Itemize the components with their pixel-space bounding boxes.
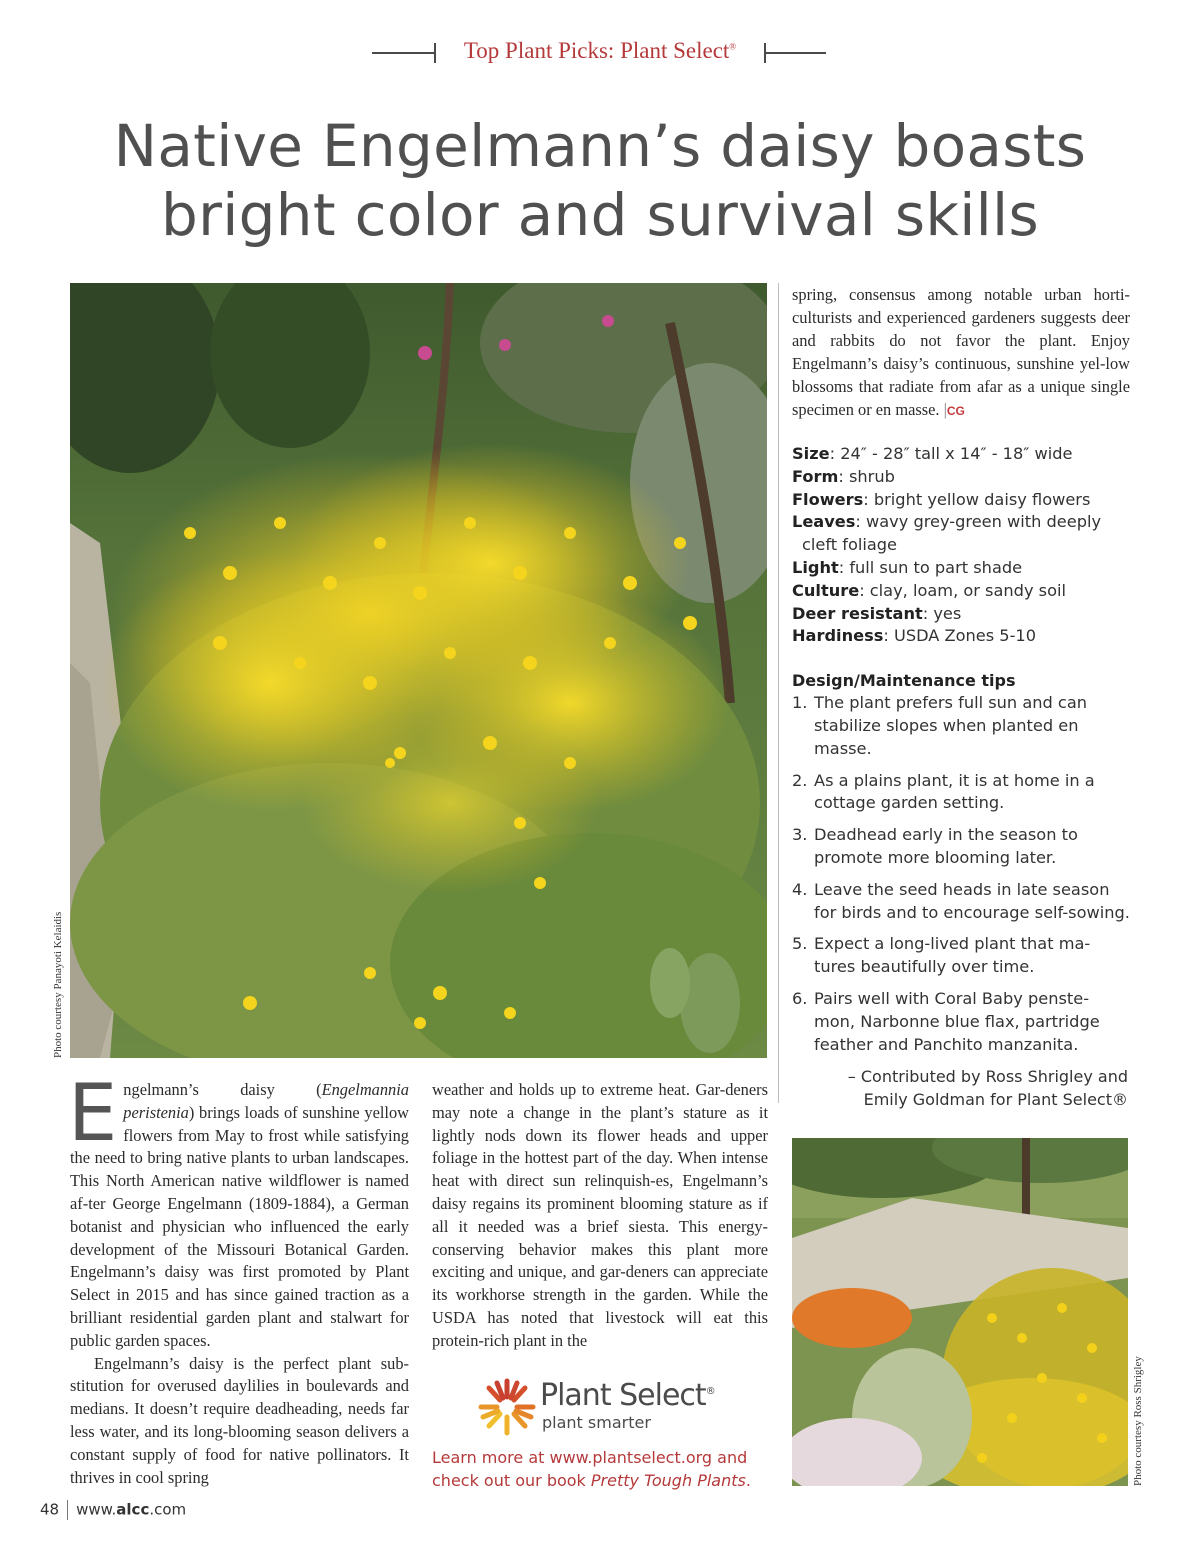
logo-tagline: plant smarter (542, 1413, 651, 1432)
secondary-garden-photo (792, 1138, 1128, 1486)
spec-size (792, 443, 1130, 466)
spec-label: Form (792, 466, 839, 486)
garden-border-illustration (792, 1138, 1128, 1486)
footer-website (76, 1501, 186, 1519)
sun-flower-icon (478, 1378, 536, 1436)
logo-name-text: Plant Select (540, 1378, 706, 1413)
tip-item (792, 933, 1130, 979)
right-column-intro (792, 283, 1130, 423)
spec-culture (792, 580, 1130, 603)
kicker-rule-left (372, 52, 436, 54)
tip-number: 4. (792, 879, 808, 899)
drop-cap: E (68, 1069, 118, 1159)
headline-line-1: Native Engelmann’s daisy boasts (113, 112, 1087, 180)
tip-text: Pairs well with Coral Baby penste-mon, Narbonne blue flax, partridge feather and Panchito manzanita. (814, 988, 1100, 1054)
spec-value: : bright yellow daisy flowers (863, 489, 1091, 509)
kicker-label (450, 38, 750, 64)
headline-line-2: bright color and survival skills (161, 181, 1039, 249)
tip-text: Deadhead early in the season to promote more blooming later. (814, 825, 1078, 867)
learn-more-end: . (745, 1471, 751, 1490)
latin-name: Engelmannia peristenia (123, 1080, 409, 1122)
main-garden-photo (70, 283, 767, 1058)
spec-label: Culture (792, 580, 860, 600)
book-title: Pretty Tough Plants (590, 1471, 746, 1490)
p1-lead: ngelmann’s daisy ( (123, 1080, 322, 1099)
spec-label: Light (792, 557, 839, 577)
spec-label: Size (792, 444, 830, 463)
tip-item (792, 692, 1130, 760)
page-footer (40, 1500, 186, 1520)
site-suffix: .com (149, 1500, 187, 1519)
spec-label: Leaves (792, 512, 856, 532)
plant-specs (792, 443, 1130, 648)
footer-separator (67, 1500, 68, 1520)
article-headline (40, 112, 1160, 250)
spec-value: : wavy grey-green with deeply (855, 512, 1102, 532)
signoff-bar: | (943, 400, 947, 419)
spec-label: Deer resistant (792, 603, 923, 623)
p1-rest: ) brings loads of sunshine yellow flowers from May to frost while satisfying the need to bring native plants to urban landscapes. This North American native wildflower is named af-ter George Engelmann (1809-1884), a German botanist and physician who influenced the early development of the Missouri Botanical Garden. Engelmann’s daisy was first promoted by Plant Select in 2015 and has since gained traction as a brilliant residential garden plant and stalwart for public garden spaces. (70, 1102, 409, 1350)
spec-value: : 24″ - 28″ tall x 14″ - 18″ wide (829, 444, 1073, 463)
tip-number: 1. (792, 693, 808, 713)
tip-item (792, 770, 1130, 816)
photo-credit-second: Photo courtesy Ross Shrigley (1132, 1356, 1144, 1486)
right-column (792, 283, 1130, 1111)
body-paragraph-3: weather and holds up to extreme heat. Gar-deners may note a change in the plant’s stature as it lightly nods down its flower heads and upper foliage in the hottest part of the day. When intense heat with direct sun relinquish-es, Engelmann’s daisy regains its prominent blooming stature as if all it needed was a brief siesta. This energy-conserving behavior makes this plant more exciting and unique, and gar-deners can appreciate its workhorse strength in the garden. While the USDA has noted that livestock will eat this protein-rich plant in the (432, 1080, 768, 1350)
spec-deer-resistant (792, 603, 1130, 626)
tip-text: As a plains plant, it is at home in a cottage garden setting. (814, 770, 1095, 813)
spec-hardiness (792, 625, 1130, 648)
tip-text: Leave the seed heads in late season for birds and to encourage self-sowing. (814, 879, 1130, 922)
spec-leaves (792, 511, 1130, 534)
spec-value: : full sun to part shade (838, 557, 1023, 577)
tip-number: 2. (792, 770, 808, 790)
tip-text: The plant prefers full sun and can stabilize slopes when planted en masse. (814, 693, 1087, 758)
spec-value: : USDA Zones 5-10 (883, 626, 1037, 646)
kicker-registered-mark: ® (729, 41, 737, 52)
spec-label: Flowers (792, 489, 864, 509)
tip-item (792, 988, 1130, 1056)
spec-value: : yes (922, 603, 962, 623)
intro-text: spring, consensus among notable urban horti-culturists and experienced gardeners suggests deer and rabbits do not favor the plant. Enjoy Engelmann’s daisy’s continuous, sunshine yel-low blossoms that radiate from afar as a unique single specimen or en masse. (792, 285, 1130, 419)
kicker-rule-right (764, 52, 826, 54)
signoff-initials: CG (946, 404, 965, 418)
section-kicker (0, 36, 1200, 70)
site-prefix: www. (76, 1500, 117, 1519)
tip-item (792, 824, 1130, 870)
body-column-1 (68, 1069, 409, 1489)
body-column-2 (432, 1079, 768, 1353)
spec-flowers (792, 489, 1130, 512)
spec-light (792, 557, 1130, 580)
tip-number: 5. (792, 934, 808, 954)
spec-leaves-continued (792, 534, 1130, 557)
site-name: alcc (116, 1500, 150, 1519)
daisy-garden-illustration (70, 283, 767, 1058)
logo-registered-mark: ® (705, 1386, 715, 1397)
tip-item (792, 879, 1130, 925)
body-paragraph-1 (68, 1069, 409, 1353)
kicker-tick-left (434, 43, 436, 63)
spec-value: cleft foliage (802, 535, 898, 555)
tip-text: Expect a long-lived plant that ma-tures beautifully over time. (814, 934, 1091, 977)
page-number: 48 (40, 1500, 60, 1519)
contributor-line-2: Emily Goldman for Plant Select® (863, 1090, 1128, 1110)
spec-value: : shrub (838, 466, 895, 486)
learn-more (432, 1446, 772, 1492)
tips-heading: Design/Maintenance tips (792, 671, 1016, 691)
spec-form (792, 466, 1130, 489)
spec-label: Hardiness (792, 626, 884, 646)
contributor-credit (792, 1065, 1128, 1111)
logo-name (540, 1378, 715, 1413)
body-paragraph-2: Engelmann’s daisy is the perfect plant sub-stitution for overused daylilies in boulevards and medians. It doesn’t require deadheading, needs far less water, and its long-blooming season delivers a constant supply of food for native pollinators. It thrives in cool spring (70, 1353, 409, 1487)
plant-select-logo (478, 1378, 738, 1438)
kicker-text: Top Plant Picks: Plant Select (463, 38, 730, 63)
photo-credit-main: Photo courtesy Panayoti Kelaidis (52, 911, 64, 1058)
spec-value: : clay, loam, or sandy soil (859, 580, 1067, 600)
contributor-line-1: – Contributed by Ross Shrigley and (847, 1067, 1128, 1087)
tip-number: 3. (792, 825, 808, 845)
tip-number: 6. (792, 988, 808, 1008)
tips-list (792, 692, 1130, 1056)
learn-more-text: Learn more at www.plantselect.org and check out our book (432, 1448, 748, 1490)
column-divider (778, 283, 779, 1103)
